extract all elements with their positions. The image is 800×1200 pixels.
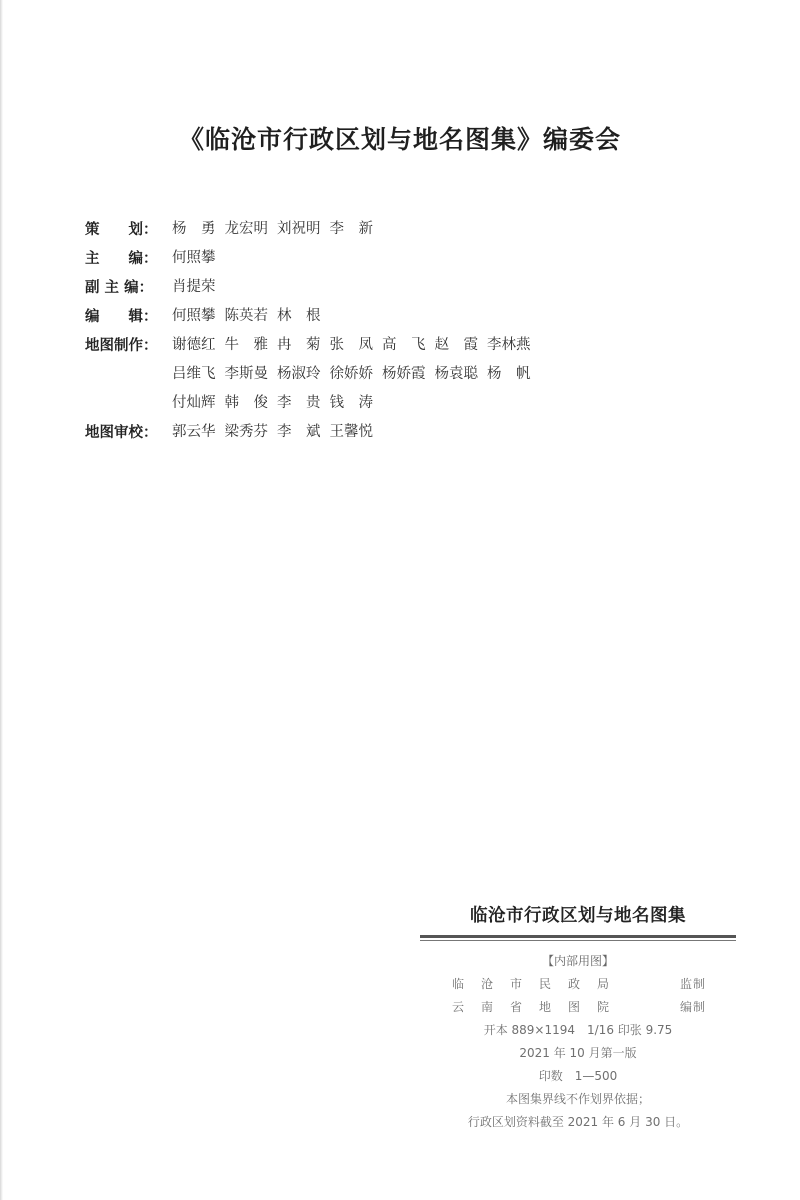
colophon-box [420,902,736,1135]
names-line [172,247,765,270]
data-cutoff-note: 行政区划资料截至 2021 年 6 月 30 日。 [467,1115,689,1129]
editorial-board-list [85,218,765,450]
person-name: 林 根 [277,308,321,324]
boundary-note: 本图集界线不作划界依据； [505,1092,650,1106]
person-name: 李斯曼 [224,366,268,382]
credit-row [85,247,765,270]
person-name: 吕维飞 [172,366,216,382]
credit-row [85,305,765,328]
credit-label: 策 划： [85,221,158,238]
credit-names [172,247,765,270]
names-line [172,421,765,444]
colophon-title: 临沧市行政区划与地名图集 [470,906,686,926]
publisher-org: 云南省地图院 [452,1000,627,1014]
publisher-org: 临沧市民政局 [452,977,627,991]
person-name: 张 凤 [329,337,373,353]
person-name: 徐娇娇 [329,366,373,382]
credit-names [172,276,765,299]
person-name: 李 斌 [277,424,321,440]
person-name: 付灿辉 [172,395,216,411]
credit-label: 副 主 编： [85,279,154,296]
credit-names [172,218,765,241]
credit-names [172,305,765,328]
credit-label: 地图制作： [85,337,158,354]
print-run-line: 印数 1—500 [538,1069,618,1083]
format-line: 开本 889×1194 1/16 印张 9.75 [483,1023,673,1037]
publisher-role: 编制 [679,1000,706,1014]
publisher-row-supervisor [420,974,736,994]
person-name: 谢德红 [172,337,216,353]
person-name: 韩 俊 [224,395,268,411]
colophon-rule-thin [420,940,736,941]
credit-label: 地图审校： [85,424,158,441]
credit-names [172,421,765,444]
person-name: 陈英若 [224,308,268,324]
person-name: 冉 菊 [277,337,321,353]
publisher-role: 监制 [679,977,706,991]
person-name: 杨 帆 [487,366,531,382]
colophon-rule-thick [420,935,736,938]
credit-row [85,421,765,444]
edition-line: 2021 年 10 月第一版 [519,1046,637,1060]
person-name: 杨娇霞 [382,366,426,382]
names-line [172,363,765,386]
credit-row [85,218,765,241]
person-name: 何照攀 [172,250,216,266]
internal-use-tag: 【内部用图】 [541,954,614,968]
names-line [172,218,765,241]
person-name: 钱 涛 [329,395,373,411]
person-name: 杨袁聪 [434,366,478,382]
person-name: 肖提荣 [172,279,216,295]
credit-names [172,334,765,415]
names-line [172,392,765,415]
person-name: 杨 勇 [172,221,216,237]
person-name: 刘祝明 [277,221,321,237]
colophon-details [420,951,736,1132]
person-name: 李 新 [329,221,373,237]
person-name: 牛 雅 [224,337,268,353]
page-title: 《临沧市行政区划与地名图集》编委会 [178,125,621,154]
person-name: 高 飞 [382,337,426,353]
person-name: 王馨悦 [329,424,373,440]
person-name: 龙宏明 [224,221,268,237]
person-name: 梁秀芬 [224,424,268,440]
person-name: 杨淑玲 [277,366,321,382]
names-line [172,305,765,328]
person-name: 李林燕 [487,337,531,353]
person-name: 李 贵 [277,395,321,411]
credit-label: 编 辑： [85,308,158,325]
credit-row [85,334,765,415]
publisher-row-compiler [420,997,736,1017]
names-line [172,334,765,357]
person-name: 郭云华 [172,424,216,440]
person-name: 赵 霞 [434,337,478,353]
credit-label: 主 编： [85,250,158,267]
names-line [172,276,765,299]
credit-row [85,276,765,299]
page-edge [0,0,3,1200]
person-name: 何照攀 [172,308,216,324]
